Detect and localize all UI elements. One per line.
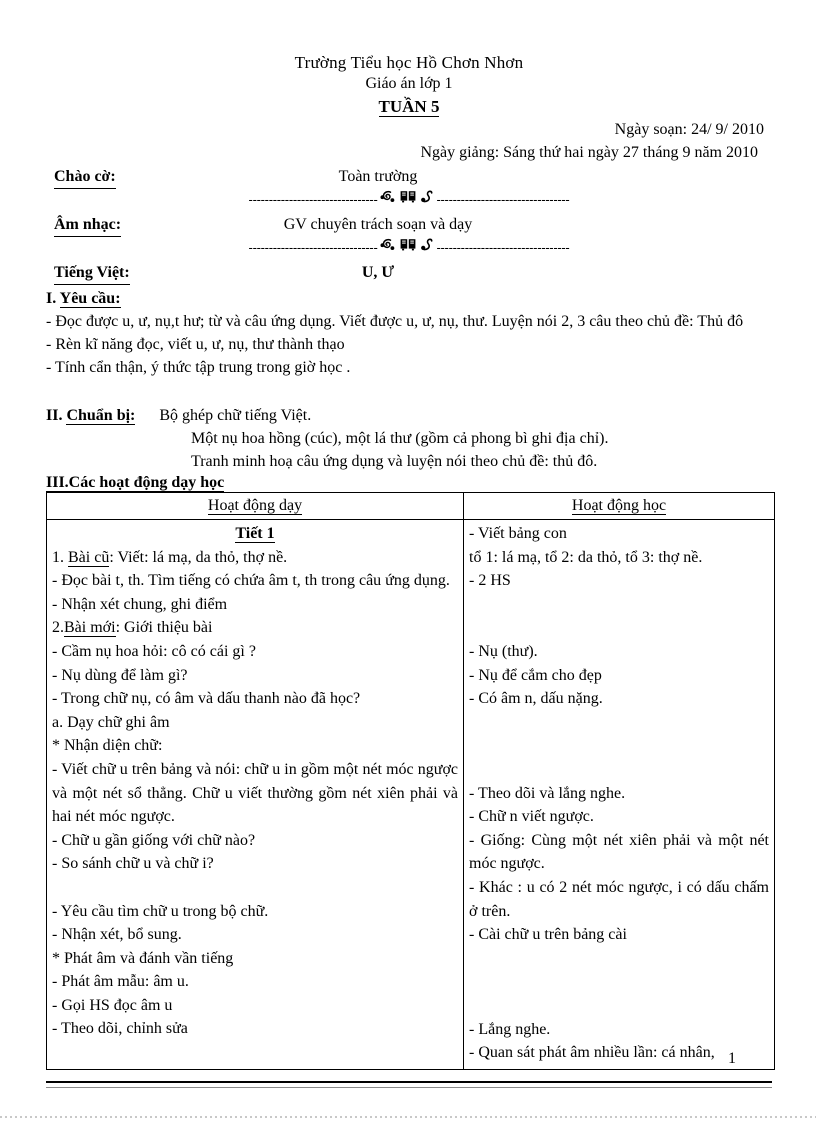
- subject-value-am-nhac: GV chuyên trách soạn và dạy: [283, 216, 473, 233]
- section-ii-number: II.: [46, 407, 67, 424]
- divider-dash-left: --------------------------------: [248, 192, 378, 207]
- subject-label-am-nhac: Âm nhạc:: [54, 214, 121, 237]
- footer-rule: [46, 1081, 772, 1088]
- learning-line-to-list: tổ 1: lá mạ, tổ 2: da thỏ, tổ 3: thợ nề.: [469, 548, 703, 566]
- learning-line-co-am-n: - Có âm n, dấu nặng.: [469, 690, 603, 708]
- section-i-number: I.: [46, 290, 60, 307]
- lesson-period-label: Tiết 1: [235, 525, 275, 542]
- teaching-line-bai-cu: 1. Bài cũ: Viết: lá mạ, da thỏ, thợ nề.: [52, 548, 288, 566]
- learning-line-2hs: - 2 HS: [469, 572, 511, 590]
- learning-line-theo-doi: - Theo dõi và lắng nghe.: [469, 784, 626, 802]
- leo-ornament-icon: [421, 237, 433, 257]
- school-name: Trường Tiểu học Hồ Chơn Nhơn: [294, 53, 524, 72]
- learning-line-quan-sat: - Quan sát phát âm nhiều lần: cá nhân,: [469, 1044, 715, 1062]
- section-i-line-1: - Đọc được u, ư, nụ,t hư; từ và câu ứng dụng. Viết được u, ư, nụ, thư. Luyện nói 2, 3 câu theo chủ đề: Thủ đô: [46, 313, 744, 330]
- divider-dash-right: ---------------------------------: [436, 192, 570, 207]
- subject-row-chao-co: [54, 166, 772, 188]
- table-cell-teaching: [47, 520, 464, 1070]
- learning-line-nu-de-cam: - Nụ để cắm cho đẹp: [469, 666, 602, 684]
- teaching-line-so-sanh: - So sánh chữ u và chữ i?: [52, 855, 214, 873]
- spiral-ornament-icon: [380, 237, 395, 257]
- learning-line-khac: - Khác : u có 2 nét móc ngược, i có dấu chấm ở trên.: [469, 878, 769, 920]
- section-ii-first-line: Bộ ghép chữ tiếng Việt.: [159, 407, 312, 424]
- section-ii-line-2: Tranh minh hoạ câu ứng dụng và luyện nói theo chủ đề: thủ đô.: [191, 453, 598, 470]
- subject-row-am-nhac: [54, 214, 772, 236]
- table-cell-learning: [464, 520, 775, 1070]
- learning-line-giong: - Giống: Cùng một nét xiên phải và một nét móc ngược.: [469, 831, 769, 873]
- section-i: [46, 288, 776, 379]
- section-iii-heading: [46, 472, 776, 494]
- date-taught: Ngày giảng: Sáng thứ hai ngày 27 tháng 9 năm 2010: [420, 144, 758, 161]
- learning-spacer-1: [469, 593, 769, 640]
- learning-line-viet-bang-con: - Viết bảng con: [469, 525, 567, 542]
- table-body-row: [47, 520, 775, 1070]
- open-book-ornament-icon: [400, 189, 416, 209]
- subject-label-chao-co: Chào cờ:: [54, 166, 116, 189]
- teaching-line-trong-chu: - Trong chữ nụ, có âm và dấu thanh nào đã học?: [52, 690, 361, 708]
- teaching-line-nu-dung: - Nụ dùng để làm gì?: [52, 666, 188, 684]
- teaching-line-phat-am-mau: - Phát âm mẫu: âm u.: [52, 973, 189, 991]
- subject-row-tieng-viet: [54, 262, 772, 284]
- activities-table: [46, 492, 775, 1070]
- subject-label-tieng-viet: Tiếng Việt:: [54, 262, 130, 285]
- open-book-ornament-icon: [400, 237, 416, 257]
- learning-line-chu-n: - Chữ n viết ngược.: [469, 808, 594, 826]
- date-prepared: Ngày soạn: 24/ 9/ 2010: [614, 121, 764, 138]
- teaching-line-bai-moi: 2.Bài mới: Giới thiệu bài: [52, 619, 213, 637]
- learning-spacer-2: [469, 711, 769, 782]
- section-iii-title: III.Các hoạt động dạy học: [46, 474, 225, 491]
- teaching-line-phat-am-danh-van: * Phát âm và đánh vần tiếng: [52, 949, 234, 967]
- divider2-dash-right: ---------------------------------: [436, 240, 570, 255]
- teaching-line-day-chu: a. Dạy chữ ghi âm: [52, 713, 170, 731]
- teaching-line-goi-hs: - Gọi HS đọc âm u: [52, 996, 173, 1014]
- learning-line-lang-nghe: - Lắng nghe.: [469, 1020, 551, 1038]
- divider-ornaments: [380, 189, 433, 209]
- document-subtitle: Giáo án lớp 1: [365, 75, 453, 92]
- section-i-heading: [46, 288, 776, 310]
- teaching-line-nhan-xet: - Nhận xét chung, ghi điểm: [52, 595, 228, 613]
- teaching-line-nhan-xet-bo-sung: - Nhận xét, bổ sung.: [52, 926, 182, 944]
- ornament-divider-1: [46, 190, 772, 210]
- teaching-spacer-1: [52, 876, 458, 900]
- document-header: [46, 52, 772, 118]
- learning-spacer-3: [469, 947, 769, 1018]
- table-header-row: [47, 493, 775, 520]
- section-iii: [46, 472, 776, 494]
- spiral-ornament-icon: [380, 189, 395, 209]
- section-i-line-3: - Tính cẩn thận, ý thức tập trung trong giờ học .: [46, 359, 351, 376]
- section-i-line-2: - Rèn kĩ năng đọc, viết u, ư, nụ, thư thành thạo: [46, 336, 345, 353]
- table-header-teaching: Hoạt động dạy: [47, 493, 464, 520]
- section-i-title: Yêu cầu:: [59, 290, 121, 307]
- teaching-line-doc-bai: - Đọc bài t, th. Tìm tiếng có chứa âm t, th trong câu ứng dụng.: [52, 572, 450, 590]
- learning-content: [464, 520, 774, 1069]
- subject-value-tieng-viet: U, Ư: [361, 264, 395, 281]
- teaching-content: [47, 520, 463, 1045]
- section-ii: [46, 404, 776, 473]
- ornament-divider-2: [46, 238, 772, 258]
- learning-line-nu-thu: - Nụ (thư).: [469, 642, 538, 660]
- divider2-ornaments: [380, 237, 433, 257]
- page-edge-dots: [0, 1116, 816, 1118]
- leo-ornament-icon: [421, 189, 433, 209]
- teaching-line-viet-chu-u: - Viết chữ u trên bảng và nói: chữ u in gồm một nét móc ngược và một nét sổ thẳng. Chữ u viết thường gồm nét xiên phải và hai nét móc ngược.: [52, 760, 458, 826]
- week-title: TUẦN 5: [378, 97, 440, 116]
- teaching-line-chu-u-gan-giong: - Chữ u gần giống với chữ nào?: [52, 831, 256, 849]
- teaching-line-cam-nu: - Cầm nụ hoa hỏi: cô có cái gì ?: [52, 642, 256, 660]
- section-ii-heading-row: [46, 404, 776, 427]
- teaching-line-nhan-dien: * Nhận diện chữ:: [52, 737, 163, 755]
- learning-line-cai-chu-u: - Cài chữ u trên bảng cài: [469, 926, 627, 944]
- section-ii-title: Chuẩn bị:: [66, 407, 136, 424]
- table-header-learning: Hoạt động học: [464, 493, 775, 520]
- page-number: 1: [728, 1050, 736, 1067]
- teaching-line-theo-doi: - Theo dõi, chỉnh sửa: [52, 1020, 188, 1038]
- section-ii-line-1: Một nụ hoa hồng (cúc), một lá thư (gồm cả phong bì ghi địa chỉ).: [191, 430, 609, 447]
- divider2-dash-left: --------------------------------: [248, 240, 378, 255]
- teaching-line-yeu-cau-tim: - Yêu cầu tìm chữ u trong bộ chữ.: [52, 902, 269, 920]
- subject-value-chao-co: Toàn trường: [338, 168, 418, 185]
